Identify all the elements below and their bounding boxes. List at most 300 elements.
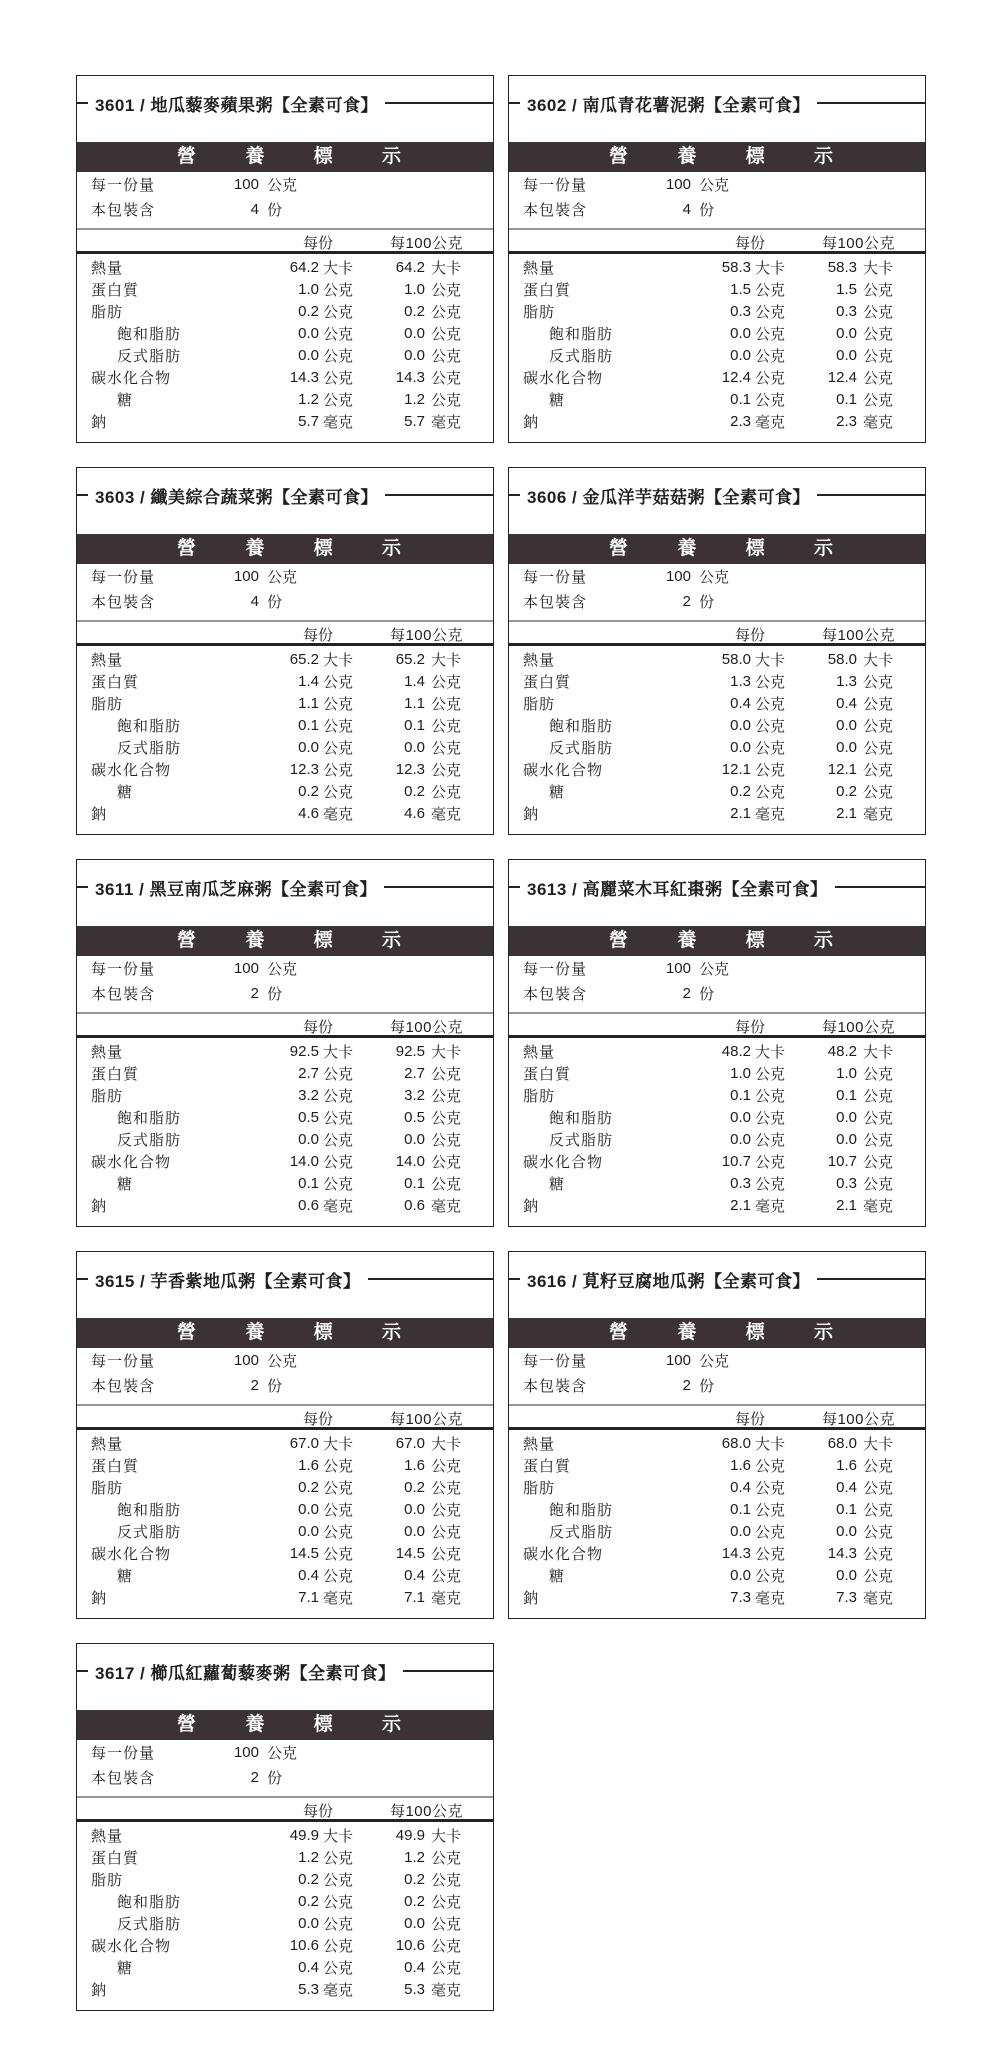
per-100g-value: 7.1 bbox=[404, 1589, 425, 1606]
servings-per-pack-row bbox=[77, 981, 493, 1006]
per-serving-value: 2.1 bbox=[730, 805, 751, 822]
per-100g-value: 14.5 bbox=[395, 1545, 425, 1562]
per-serving-value: 2.1 bbox=[730, 1197, 751, 1214]
per-100g-value: 0.0 bbox=[404, 1131, 425, 1148]
per-serving-value: 0.1 bbox=[298, 1175, 319, 1192]
per-100g-value: 1.6 bbox=[404, 1457, 425, 1474]
per-serving-value: 2.7 bbox=[298, 1065, 319, 1082]
per-100g-unit: 公克 bbox=[863, 1066, 894, 1083]
serving-size-unit: 公克 bbox=[267, 1353, 298, 1370]
nutrient-label: 鈉 bbox=[91, 806, 108, 823]
banner-char: 示 bbox=[813, 930, 833, 951]
per-serving-value: 10.7 bbox=[721, 1153, 751, 1170]
nutrient-row bbox=[77, 1195, 493, 1217]
per-serving-column-header: 每份 bbox=[302, 1019, 333, 1036]
per-serving-value: 10.6 bbox=[289, 1937, 319, 1954]
servings-per-pack-unit: 份 bbox=[267, 594, 283, 611]
title-leading-line bbox=[509, 886, 520, 888]
per-100g-column-header: 每100公克 bbox=[389, 1019, 463, 1036]
servings-per-pack-value: 2 bbox=[682, 593, 691, 610]
per-100g-unit: 大卡 bbox=[863, 1436, 894, 1453]
per-100g-value: 0.0 bbox=[836, 717, 857, 734]
per-serving-value: 0.0 bbox=[730, 347, 751, 364]
per-serving-unit: 大卡 bbox=[755, 260, 786, 277]
per-serving-column-header: 每份 bbox=[734, 1019, 765, 1036]
servings-per-pack-label: 本包裝含 bbox=[523, 986, 588, 1003]
nutrient-row bbox=[77, 1129, 493, 1151]
nutrient-label: 碳水化合物 bbox=[91, 1546, 172, 1563]
servings-per-pack-label: 本包裝含 bbox=[523, 202, 588, 219]
servings-per-pack-unit: 份 bbox=[699, 1378, 715, 1395]
per-100g-value: 1.4 bbox=[404, 673, 425, 690]
product-title: 3603 / 纖美綜合蔬菜粥【全素可食】 bbox=[95, 487, 378, 507]
nutrient-row bbox=[77, 671, 493, 693]
servings-per-pack-unit: 份 bbox=[267, 1378, 283, 1395]
nutrient-label: 碳水化合物 bbox=[91, 370, 172, 387]
per-100g-value: 0.0 bbox=[836, 1109, 857, 1126]
product-title: 3613 / 高麗菜木耳紅棗粥【全素可食】 bbox=[527, 879, 828, 899]
per-serving-column-header: 每份 bbox=[734, 235, 765, 252]
per-serving-unit: 大卡 bbox=[755, 652, 786, 669]
nutrition-facts-banner bbox=[509, 142, 925, 172]
per-100g-value: 1.6 bbox=[836, 1457, 857, 1474]
serving-size-label: 每一份量 bbox=[91, 961, 156, 978]
nutrient-label: 碳水化合物 bbox=[91, 762, 172, 779]
nutrient-row bbox=[77, 257, 493, 279]
title-trailing-line bbox=[403, 1670, 494, 1672]
per-serving-unit: 公克 bbox=[755, 1524, 786, 1541]
banner-char: 營 bbox=[609, 146, 629, 167]
per-100g-value: 0.4 bbox=[836, 1479, 857, 1496]
per-serving-unit: 公克 bbox=[323, 762, 354, 779]
per-100g-value: 0.0 bbox=[836, 1567, 857, 1584]
product-title: 3601 / 地瓜藜麥蘋果粥【全素可食】 bbox=[95, 95, 378, 115]
banner-char: 標 bbox=[313, 1714, 333, 1735]
per-serving-unit: 毫克 bbox=[323, 1982, 354, 1999]
per-serving-value: 7.3 bbox=[730, 1589, 751, 1606]
per-100g-unit: 公克 bbox=[863, 1546, 894, 1563]
per-100g-value: 0.5 bbox=[404, 1109, 425, 1126]
banner-char: 營 bbox=[609, 538, 629, 559]
nutrient-row bbox=[509, 1195, 925, 1217]
nutrition-label-card bbox=[76, 859, 494, 1227]
per-100g-value: 58.0 bbox=[827, 651, 857, 668]
per-100g-unit: 毫克 bbox=[431, 1590, 462, 1607]
per-100g-value: 14.0 bbox=[395, 1153, 425, 1170]
servings-per-pack-unit: 份 bbox=[267, 986, 283, 1003]
per-serving-unit: 毫克 bbox=[755, 414, 786, 431]
per-100g-value: 10.7 bbox=[827, 1153, 857, 1170]
banner-char: 示 bbox=[381, 146, 401, 167]
title-trailing-line bbox=[835, 886, 926, 888]
per-100g-value: 1.2 bbox=[404, 391, 425, 408]
nutrient-row bbox=[509, 671, 925, 693]
nutrient-label: 蛋白質 bbox=[523, 1066, 572, 1083]
per-100g-value: 65.2 bbox=[395, 651, 425, 668]
servings-per-pack-row bbox=[509, 589, 925, 614]
card-title-row bbox=[77, 468, 493, 522]
per-100g-unit: 公克 bbox=[863, 674, 894, 691]
servings-per-pack-value: 2 bbox=[250, 985, 259, 1002]
servings-per-pack-row bbox=[509, 197, 925, 222]
banner-char: 養 bbox=[677, 930, 697, 951]
per-100g-value: 0.1 bbox=[404, 717, 425, 734]
per-serving-unit: 大卡 bbox=[755, 1044, 786, 1061]
per-serving-value: 49.9 bbox=[289, 1827, 319, 1844]
per-serving-unit: 公克 bbox=[323, 392, 354, 409]
per-serving-value: 14.5 bbox=[289, 1545, 319, 1562]
card-title-row bbox=[509, 860, 925, 914]
per-100g-value: 0.2 bbox=[404, 783, 425, 800]
per-100g-unit: 公克 bbox=[431, 1502, 462, 1519]
per-100g-value: 0.0 bbox=[404, 1523, 425, 1540]
servings-per-pack-value: 4 bbox=[682, 201, 691, 218]
column-header-row bbox=[509, 230, 925, 251]
nutrient-row bbox=[77, 1521, 493, 1543]
per-100g-value: 1.1 bbox=[404, 695, 425, 712]
per-serving-unit: 公克 bbox=[323, 740, 354, 757]
nutrient-label: 糖 bbox=[117, 1176, 134, 1193]
title-trailing-line bbox=[817, 102, 925, 104]
per-100g-unit: 公克 bbox=[431, 1916, 462, 1933]
per-serving-value: 0.0 bbox=[730, 1131, 751, 1148]
per-100g-value: 92.5 bbox=[395, 1043, 425, 1060]
serving-size-unit: 公克 bbox=[699, 569, 730, 586]
nutrient-row bbox=[77, 649, 493, 671]
servings-per-pack-unit: 份 bbox=[699, 202, 715, 219]
nutrient-row bbox=[77, 1063, 493, 1085]
per-serving-value: 1.0 bbox=[298, 281, 319, 298]
nutrient-rows bbox=[509, 646, 925, 825]
per-serving-value: 0.1 bbox=[730, 1087, 751, 1104]
per-100g-unit: 毫克 bbox=[431, 806, 462, 823]
serving-size-value: 100 bbox=[665, 568, 691, 585]
per-serving-column-header: 每份 bbox=[302, 627, 333, 644]
banner-char: 養 bbox=[245, 1322, 265, 1343]
nutrient-row bbox=[509, 1565, 925, 1587]
nutrient-label: 飽和脂肪 bbox=[117, 326, 182, 343]
per-serving-value: 1.2 bbox=[298, 1849, 319, 1866]
nutrient-row bbox=[509, 1129, 925, 1151]
per-100g-unit: 公克 bbox=[431, 282, 462, 299]
nutrient-label: 飽和脂肪 bbox=[117, 1502, 182, 1519]
per-serving-unit: 公克 bbox=[323, 1850, 354, 1867]
product-title: 3616 / 莧籽豆腐地瓜粥【全素可食】 bbox=[527, 1271, 810, 1291]
nutrient-label: 脂肪 bbox=[91, 304, 124, 321]
nutrition-label-card bbox=[508, 467, 926, 835]
serving-size-value: 100 bbox=[665, 960, 691, 977]
banner-char: 營 bbox=[177, 1322, 197, 1343]
per-100g-unit: 公克 bbox=[431, 1524, 462, 1541]
per-100g-value: 0.2 bbox=[836, 783, 857, 800]
per-serving-value: 68.0 bbox=[721, 1435, 751, 1452]
nutrient-row bbox=[77, 411, 493, 433]
per-serving-column-header: 每份 bbox=[302, 235, 333, 252]
nutrient-rows bbox=[509, 1038, 925, 1217]
servings-per-pack-unit: 份 bbox=[267, 202, 283, 219]
per-serving-unit: 公克 bbox=[323, 1872, 354, 1889]
title-trailing-line bbox=[384, 886, 493, 888]
per-100g-value: 0.0 bbox=[836, 347, 857, 364]
nutrient-row bbox=[509, 411, 925, 433]
title-leading-line bbox=[77, 102, 88, 104]
nutrient-label: 蛋白質 bbox=[91, 1458, 140, 1475]
nutrition-label-card bbox=[508, 1251, 926, 1619]
per-100g-value: 0.3 bbox=[836, 303, 857, 320]
card-title-row bbox=[77, 76, 493, 130]
nutrient-row bbox=[77, 803, 493, 825]
per-serving-value: 0.2 bbox=[298, 1893, 319, 1910]
nutrition-facts-banner bbox=[509, 534, 925, 564]
per-100g-unit: 公克 bbox=[431, 392, 462, 409]
column-header-row bbox=[77, 622, 493, 643]
serving-size-row bbox=[509, 1348, 925, 1373]
per-serving-value: 0.4 bbox=[730, 1479, 751, 1496]
per-serving-column-header: 每份 bbox=[302, 1411, 333, 1428]
per-serving-value: 48.2 bbox=[721, 1043, 751, 1060]
per-100g-value: 0.0 bbox=[404, 739, 425, 756]
per-serving-value: 0.0 bbox=[298, 325, 319, 342]
per-100g-value: 68.0 bbox=[827, 1435, 857, 1452]
per-serving-unit: 公克 bbox=[323, 718, 354, 735]
per-100g-value: 5.3 bbox=[404, 1981, 425, 1998]
serving-size-unit: 公克 bbox=[267, 1745, 298, 1762]
per-serving-unit: 公克 bbox=[323, 304, 354, 321]
nutrient-row bbox=[509, 1543, 925, 1565]
per-100g-unit: 公克 bbox=[431, 370, 462, 387]
serving-size-label: 每一份量 bbox=[91, 1353, 156, 1370]
per-100g-unit: 公克 bbox=[431, 1938, 462, 1955]
nutrition-facts-banner bbox=[77, 142, 493, 172]
per-serving-value: 0.3 bbox=[730, 303, 751, 320]
per-serving-value: 1.6 bbox=[730, 1457, 751, 1474]
per-serving-value: 2.3 bbox=[730, 413, 751, 430]
servings-per-pack-row bbox=[77, 1765, 493, 1790]
serving-size-value: 100 bbox=[233, 1744, 259, 1761]
banner-char: 標 bbox=[745, 930, 765, 951]
title-leading-line bbox=[77, 1278, 88, 1280]
per-serving-value: 0.0 bbox=[730, 325, 751, 342]
nutrient-label: 飽和脂肪 bbox=[549, 718, 614, 735]
servings-per-pack-label: 本包裝含 bbox=[91, 986, 156, 1003]
per-serving-unit: 公克 bbox=[323, 1176, 354, 1193]
per-serving-value: 0.1 bbox=[730, 1501, 751, 1518]
per-100g-unit: 公克 bbox=[431, 1568, 462, 1585]
serving-size-value: 100 bbox=[665, 1352, 691, 1369]
per-serving-unit: 公克 bbox=[755, 1110, 786, 1127]
nutrient-row bbox=[77, 1041, 493, 1063]
servings-per-pack-label: 本包裝含 bbox=[523, 1378, 588, 1395]
per-100g-value: 0.0 bbox=[836, 739, 857, 756]
per-serving-unit: 公克 bbox=[755, 392, 786, 409]
per-100g-unit: 公克 bbox=[431, 1110, 462, 1127]
nutrient-row bbox=[509, 649, 925, 671]
nutrition-label-card bbox=[508, 75, 926, 443]
serving-size-unit: 公克 bbox=[267, 961, 298, 978]
nutrient-rows bbox=[77, 1822, 493, 2001]
per-100g-unit: 公克 bbox=[431, 1088, 462, 1105]
servings-per-pack-value: 4 bbox=[250, 201, 259, 218]
column-header-row bbox=[77, 1798, 493, 1819]
card-title-row bbox=[77, 1644, 493, 1698]
nutrient-label: 糖 bbox=[549, 784, 566, 801]
per-serving-unit: 公克 bbox=[323, 1916, 354, 1933]
per-100g-column-header: 每100公克 bbox=[389, 1411, 463, 1428]
nutrition-label-card bbox=[508, 859, 926, 1227]
per-serving-value: 12.1 bbox=[721, 761, 751, 778]
nutrient-row bbox=[77, 781, 493, 803]
serving-size-value: 100 bbox=[233, 176, 259, 193]
nutrient-label: 碳水化合物 bbox=[91, 1938, 172, 1955]
per-serving-value: 0.0 bbox=[298, 1501, 319, 1518]
servings-per-pack-unit: 份 bbox=[267, 1770, 283, 1787]
per-serving-unit: 公克 bbox=[755, 1568, 786, 1585]
per-100g-unit: 公克 bbox=[863, 1502, 894, 1519]
per-serving-unit: 公克 bbox=[323, 1524, 354, 1541]
nutrient-label: 飽和脂肪 bbox=[117, 1110, 182, 1127]
per-100g-column-header: 每100公克 bbox=[821, 1019, 895, 1036]
per-serving-unit: 公克 bbox=[323, 696, 354, 713]
nutrient-rows bbox=[77, 254, 493, 433]
nutrient-label: 反式脂肪 bbox=[549, 740, 614, 757]
per-100g-value: 0.0 bbox=[836, 1523, 857, 1540]
nutrient-label: 蛋白質 bbox=[91, 1066, 140, 1083]
banner-char: 營 bbox=[177, 930, 197, 951]
per-serving-unit: 公克 bbox=[323, 326, 354, 343]
per-serving-unit: 公克 bbox=[755, 1546, 786, 1563]
per-100g-unit: 毫克 bbox=[863, 414, 894, 431]
nutrition-facts-banner bbox=[77, 926, 493, 956]
nutrient-row bbox=[509, 345, 925, 367]
banner-char: 示 bbox=[381, 538, 401, 559]
nutrient-label: 反式脂肪 bbox=[549, 1524, 614, 1541]
per-100g-value: 1.5 bbox=[836, 281, 857, 298]
nutrition-facts-banner bbox=[77, 1710, 493, 1740]
per-serving-unit: 大卡 bbox=[323, 1828, 354, 1845]
per-serving-value: 14.3 bbox=[721, 1545, 751, 1562]
nutrient-label: 熱量 bbox=[91, 1436, 124, 1453]
per-serving-unit: 毫克 bbox=[755, 1198, 786, 1215]
nutrient-row bbox=[509, 367, 925, 389]
per-serving-unit: 公克 bbox=[755, 348, 786, 365]
per-serving-unit: 公克 bbox=[323, 1154, 354, 1171]
per-serving-unit: 公克 bbox=[755, 1066, 786, 1083]
per-100g-value: 2.3 bbox=[836, 413, 857, 430]
product-title: 3611 / 黑豆南瓜芝麻粥【全素可食】 bbox=[95, 879, 378, 899]
nutrient-row bbox=[509, 715, 925, 737]
nutrient-label: 蛋白質 bbox=[91, 282, 140, 299]
per-100g-unit: 公克 bbox=[863, 696, 894, 713]
nutrient-row bbox=[509, 1587, 925, 1609]
per-serving-unit: 公克 bbox=[323, 1480, 354, 1497]
per-serving-value: 0.2 bbox=[298, 1479, 319, 1496]
banner-char: 標 bbox=[313, 146, 333, 167]
nutrient-row bbox=[509, 257, 925, 279]
nutrient-row bbox=[509, 1173, 925, 1195]
product-title: 3615 / 芋香紫地瓜粥【全素可食】 bbox=[95, 1271, 361, 1291]
column-header-row bbox=[77, 1014, 493, 1035]
per-100g-unit: 公克 bbox=[863, 1132, 894, 1149]
banner-char: 養 bbox=[677, 538, 697, 559]
title-trailing-line bbox=[817, 494, 925, 496]
column-header-row bbox=[509, 1014, 925, 1035]
per-serving-unit: 大卡 bbox=[323, 652, 354, 669]
per-100g-value: 58.3 bbox=[827, 259, 857, 276]
per-serving-value: 0.2 bbox=[298, 783, 319, 800]
serving-size-unit: 公克 bbox=[699, 177, 730, 194]
per-serving-value: 0.4 bbox=[298, 1959, 319, 1976]
per-100g-unit: 公克 bbox=[431, 1850, 462, 1867]
nutrient-label: 脂肪 bbox=[91, 1088, 124, 1105]
banner-char: 示 bbox=[813, 146, 833, 167]
per-serving-value: 0.4 bbox=[730, 695, 751, 712]
per-serving-value: 1.5 bbox=[730, 281, 751, 298]
nutrient-row bbox=[77, 759, 493, 781]
per-serving-unit: 大卡 bbox=[323, 1436, 354, 1453]
serving-size-row bbox=[509, 172, 925, 197]
nutrient-row bbox=[77, 323, 493, 345]
per-100g-unit: 公克 bbox=[431, 326, 462, 343]
per-100g-value: 14.3 bbox=[395, 369, 425, 386]
nutrient-label: 鈉 bbox=[91, 414, 108, 431]
per-100g-unit: 公克 bbox=[863, 1568, 894, 1585]
nutrient-label: 鈉 bbox=[523, 414, 540, 431]
per-100g-value: 49.9 bbox=[395, 1827, 425, 1844]
serving-size-label: 每一份量 bbox=[91, 177, 156, 194]
per-100g-unit: 大卡 bbox=[863, 1044, 894, 1061]
per-serving-unit: 毫克 bbox=[323, 806, 354, 823]
per-100g-unit: 公克 bbox=[863, 392, 894, 409]
nutrient-label: 熱量 bbox=[91, 260, 124, 277]
per-100g-value: 7.3 bbox=[836, 1589, 857, 1606]
per-serving-value: 0.0 bbox=[730, 717, 751, 734]
nutrient-row bbox=[509, 279, 925, 301]
per-100g-value: 10.6 bbox=[395, 1937, 425, 1954]
per-serving-value: 0.0 bbox=[730, 739, 751, 756]
serving-size-value: 100 bbox=[233, 568, 259, 585]
nutrition-facts-banner bbox=[77, 534, 493, 564]
per-100g-value: 0.1 bbox=[404, 1175, 425, 1192]
nutrient-label: 糖 bbox=[549, 1568, 566, 1585]
per-100g-unit: 公克 bbox=[431, 696, 462, 713]
per-100g-unit: 毫克 bbox=[863, 1198, 894, 1215]
per-100g-unit: 公克 bbox=[431, 1872, 462, 1889]
nutrient-row bbox=[77, 1173, 493, 1195]
nutrient-label: 脂肪 bbox=[91, 696, 124, 713]
card-title-row bbox=[509, 1252, 925, 1306]
nutrient-label: 鈉 bbox=[523, 806, 540, 823]
nutrient-label: 碳水化合物 bbox=[91, 1154, 172, 1171]
nutrient-rows bbox=[77, 1038, 493, 1217]
serving-size-row bbox=[509, 564, 925, 589]
per-serving-unit: 公克 bbox=[323, 348, 354, 365]
nutrient-row bbox=[77, 1891, 493, 1913]
nutrient-label: 糖 bbox=[117, 1960, 134, 1977]
per-100g-column-header: 每100公克 bbox=[821, 1411, 895, 1428]
nutrient-label: 熱量 bbox=[523, 652, 556, 669]
per-100g-unit: 大卡 bbox=[431, 652, 462, 669]
per-100g-unit: 公克 bbox=[431, 674, 462, 691]
nutrient-row bbox=[509, 1041, 925, 1063]
per-serving-unit: 公克 bbox=[755, 1088, 786, 1105]
servings-per-pack-label: 本包裝含 bbox=[91, 202, 156, 219]
servings-per-pack-label: 本包裝含 bbox=[91, 594, 156, 611]
per-100g-unit: 公克 bbox=[863, 1458, 894, 1475]
serving-size-row bbox=[77, 564, 493, 589]
per-100g-unit: 公克 bbox=[431, 1894, 462, 1911]
nutrient-row bbox=[77, 1847, 493, 1869]
per-serving-value: 0.1 bbox=[730, 391, 751, 408]
